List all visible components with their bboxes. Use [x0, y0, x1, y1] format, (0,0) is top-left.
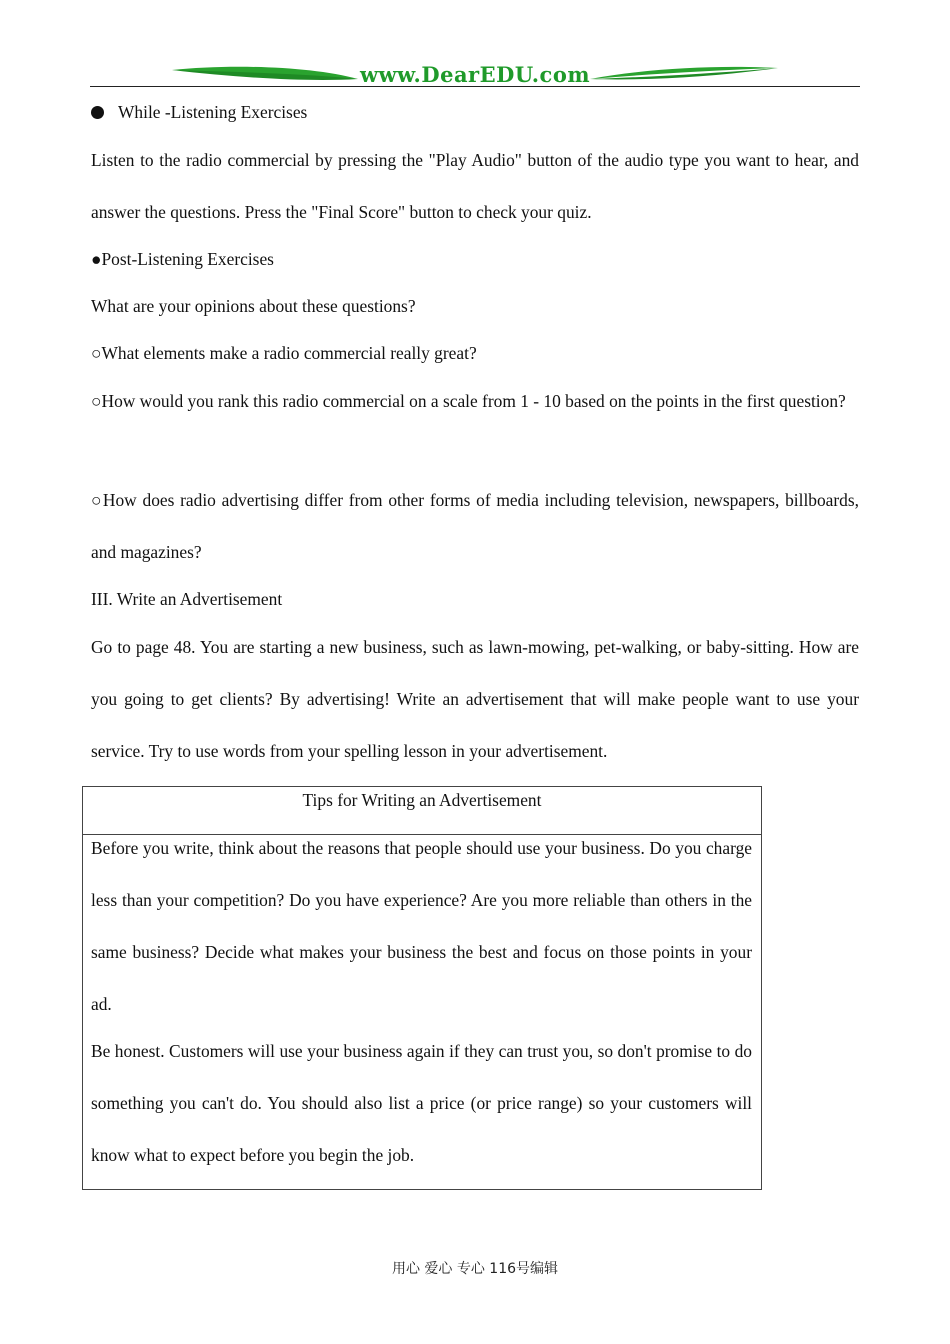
post-listening-heading: ●Post-Listening Exercises — [91, 249, 274, 269]
question-1: ○What elements make a radio commercial really great? — [91, 343, 477, 363]
page-footer: 用心 爱心 专心 116号编辑 — [391, 1261, 559, 1277]
while-listening-heading: While -Listening Exercises — [91, 86, 859, 138]
question-3: ○How does radio advertising differ from other forms of media including television, newspapers, billboards, and magazines? — [91, 490, 859, 562]
site-logo-text: www.DearEDU.com — [359, 62, 591, 87]
tips-box — [82, 786, 762, 1190]
opinions-intro: What are your opinions about these questions? — [91, 296, 416, 316]
question-2: ○How would you rank this radio commercial on a scale from 1 - 10 based on the points in the first question? — [91, 391, 846, 411]
tips-title: Tips for Writing an Advertisement — [83, 787, 761, 835]
tips-paragraph-2: Be honest. Customers will use your business again if they can trust you, so don't promise to do something you can't do. You should also list a price (or price range) so your customers will know what to expect before you begin the job. — [91, 1041, 752, 1165]
section-3-paragraph: Go to page 48. You are starting a new business, such as lawn-mowing, pet-walking, or baby-sitting. How are you going to get clients? By advertising! Write an advertisement that will make people want to use your service. Try to use words from your spelling lesson in your advertisement. — [91, 637, 859, 761]
bullet-icon — [91, 106, 104, 119]
tips-paragraph-1: Before you write, think about the reasons that people should use your business. Do you charge less than your competition? Do you have experience? Are you more reliable than others in the same business? Decide what makes your business the best and focus on those points in your ad. — [91, 838, 752, 1014]
section-3-heading: III. Write an Advertisement — [91, 589, 283, 609]
while-listening-paragraph: Listen to the radio commercial by pressing the "Play Audio" button of the audio type you want to hear, and answer the questions. Press the "Final Score" button to check your quiz. — [91, 150, 859, 222]
